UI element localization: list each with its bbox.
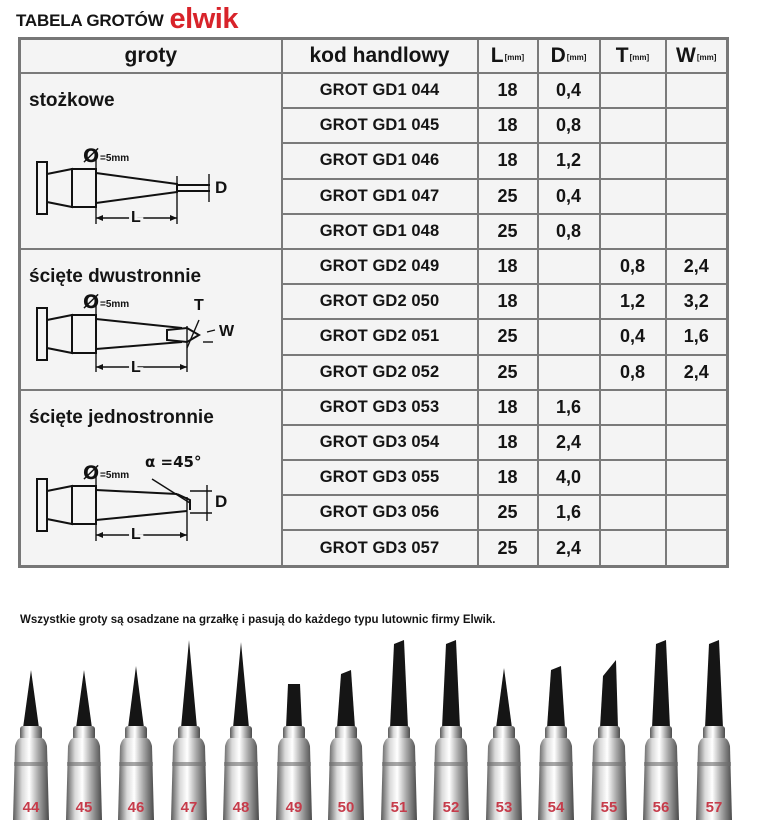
soldering-tip-photo: [7, 636, 55, 820]
cell-d: 0,8: [538, 214, 600, 249]
cell-kod: GROT GD3 055: [282, 460, 478, 495]
soldering-tip-photo: [427, 636, 475, 820]
tip-ring: [329, 762, 363, 766]
cell-l: 18: [478, 249, 538, 284]
header-d-label: D: [550, 44, 566, 67]
cell-l: 25: [478, 214, 538, 249]
tip-point: [390, 640, 408, 728]
tips-photo-strip: [0, 636, 770, 820]
group-label-conical: stożkowe: [29, 90, 115, 111]
double-bevel-diameter-value: =5mm: [100, 298, 130, 310]
cell-t: 0,8: [600, 355, 666, 390]
cell-l: 25: [478, 179, 538, 214]
tip-number-label: 46: [127, 799, 145, 816]
tip-ring: [592, 762, 626, 766]
cell-l: 18: [478, 143, 538, 178]
tip-number-label: 54: [547, 799, 565, 816]
cell-t: [600, 108, 666, 143]
header-d: [538, 39, 600, 74]
header-w-unit: [mm]: [696, 53, 717, 62]
cell-l: 18: [478, 108, 538, 143]
tip-ring: [382, 762, 416, 766]
tip-collar: [440, 726, 462, 740]
tip-ring: [277, 762, 311, 766]
cell-w: [666, 495, 728, 530]
cell-t: [600, 390, 666, 425]
cell-d: 4,0: [538, 460, 600, 495]
double-bevel-diameter-symbol: Ø: [83, 290, 100, 313]
cell-d: 0,4: [538, 73, 600, 108]
table-row: [20, 73, 728, 108]
cell-t: [600, 143, 666, 178]
cell-l: 25: [478, 530, 538, 566]
soldering-tip-photo: [690, 636, 738, 820]
cell-d: 0,8: [538, 108, 600, 143]
single-bevel-diameter-symbol: Ø: [83, 461, 100, 484]
tip-collar: [545, 726, 567, 740]
tip-collar: [178, 726, 200, 740]
tip-collar: [650, 726, 672, 740]
tips-table-wrapper: [18, 37, 729, 568]
cell-t: 0,8: [600, 249, 666, 284]
cell-d: 2,4: [538, 425, 600, 460]
tip-number-label: 51: [390, 799, 407, 816]
tip-ring: [539, 762, 573, 766]
cell-kod: GROT GD1 044: [282, 73, 478, 108]
group-label-double-bevel: ścięte dwustronnie: [29, 265, 202, 287]
cell-l: 18: [478, 73, 538, 108]
table-row: [20, 249, 728, 284]
cell-w: [666, 108, 728, 143]
single-bevel-diameter-value: =5mm: [100, 469, 130, 481]
soldering-tip-photo: [60, 636, 108, 820]
group-cell-single-bevel: [20, 390, 282, 566]
single-bevel-d-label: D: [215, 491, 228, 511]
cell-w: [666, 143, 728, 178]
cell-w: 2,4: [666, 355, 728, 390]
cell-d: 1,6: [538, 495, 600, 530]
cell-kod: GROT GD2 050: [282, 284, 478, 319]
soldering-tip-photo: [637, 636, 685, 820]
header-l: [478, 39, 538, 74]
conical-d-label: D: [215, 178, 228, 197]
footnote: Wszystkie groty są osadzane na grzałkę i pasują do każdego typu lutownic firmy Elwik.: [20, 614, 496, 626]
header-t-unit: [mm]: [629, 53, 650, 62]
cell-d: [538, 355, 600, 390]
cell-t: 1,2: [600, 284, 666, 319]
header-t-label: T: [615, 44, 629, 67]
tip-point: [652, 640, 670, 728]
header-t: [600, 39, 666, 74]
tip-collar: [493, 726, 515, 740]
cell-d: [538, 319, 600, 354]
tip-collar: [598, 726, 620, 740]
cell-l: 25: [478, 319, 538, 354]
cell-l: 25: [478, 355, 538, 390]
double-bevel-w-label: W: [219, 322, 235, 340]
table-title: [16, 4, 238, 34]
cell-kod: GROT GD3 057: [282, 530, 478, 566]
soldering-tip-photo: [165, 636, 213, 820]
header-row: [20, 39, 728, 74]
cell-d: 1,6: [538, 390, 600, 425]
tip-point: [76, 670, 92, 728]
tip-collar: [125, 726, 147, 740]
tip-number-label: 52: [442, 799, 460, 816]
tip-point: [547, 666, 565, 728]
tip-ring: [434, 762, 468, 766]
single-bevel-angle-label: α =45°: [145, 452, 202, 471]
tip-point: [23, 670, 39, 728]
cell-kod: GROT GD3 056: [282, 495, 478, 530]
cell-w: 3,2: [666, 284, 728, 319]
cell-l: 18: [478, 460, 538, 495]
table-row: [20, 390, 728, 425]
tip-collar: [388, 726, 410, 740]
tip-point: [286, 684, 302, 728]
tip-number-label: 55: [600, 799, 617, 816]
tip-point: [442, 640, 460, 728]
tip-number-label: 44: [22, 799, 40, 816]
cell-t: [600, 73, 666, 108]
cell-l: 18: [478, 284, 538, 319]
cell-w: [666, 390, 728, 425]
tip-point: [705, 640, 723, 728]
tip-number-label: 50: [337, 799, 355, 816]
group-label-single-bevel: ścięte jednostronnie: [29, 406, 214, 428]
cell-w: [666, 214, 728, 249]
tip-collar: [20, 726, 42, 740]
cell-d: 0,4: [538, 179, 600, 214]
tip-ring: [487, 762, 521, 766]
cell-t: 0,4: [600, 319, 666, 354]
cell-d: 1,2: [538, 143, 600, 178]
tip-point: [496, 668, 512, 728]
cell-l: 18: [478, 425, 538, 460]
group-cell-conical: [20, 73, 282, 249]
cell-w: [666, 425, 728, 460]
conical-l-label: L: [131, 209, 141, 226]
cell-kod: GROT GD3 054: [282, 425, 478, 460]
cell-kod: GROT GD1 046: [282, 143, 478, 178]
group-cell-double-bevel: [20, 249, 282, 390]
tip-number-label: 47: [180, 799, 197, 816]
cell-w: [666, 179, 728, 214]
cell-w: 1,6: [666, 319, 728, 354]
double-bevel-l-label: L: [131, 358, 141, 376]
tip-number-label: 45: [75, 799, 92, 816]
cell-t: [600, 530, 666, 566]
cell-d: 2,4: [538, 530, 600, 566]
tip-point: [337, 670, 355, 728]
cell-kod: GROT GD2 051: [282, 319, 478, 354]
conical-diameter-value: =5mm: [100, 153, 130, 164]
cell-t: [600, 214, 666, 249]
cell-kod: GROT GD3 053: [282, 390, 478, 425]
tip-ring: [172, 762, 206, 766]
soldering-tip-photo: [375, 636, 423, 820]
tip-number-label: 53: [495, 799, 512, 816]
cell-t: [600, 495, 666, 530]
header-d-unit: [mm]: [566, 53, 587, 62]
tip-number-label: 49: [285, 799, 302, 816]
conical-diameter-symbol: Ø: [83, 145, 100, 167]
soldering-tip-photo: [585, 636, 633, 820]
tip-number-label: 56: [652, 799, 670, 816]
tip-collar: [703, 726, 725, 740]
single-bevel-tip-diagram: [27, 431, 277, 556]
tip-collar: [335, 726, 357, 740]
cell-l: 25: [478, 495, 538, 530]
cell-t: [600, 460, 666, 495]
soldering-tip-photo: [532, 636, 580, 820]
tip-point: [128, 666, 144, 728]
cell-d: [538, 249, 600, 284]
tip-ring: [697, 762, 731, 766]
soldering-tip-photo: [322, 636, 370, 820]
title-text: TABELA GROTÓW: [16, 11, 164, 30]
tip-ring: [224, 762, 258, 766]
cell-kod: GROT GD1 045: [282, 108, 478, 143]
tip-point: [600, 660, 618, 728]
tip-ring: [119, 762, 153, 766]
header-l-label: L: [490, 44, 504, 67]
double-bevel-t-label: T: [194, 296, 204, 314]
header-kod: kod handlowy: [282, 39, 478, 74]
cell-kod: GROT GD1 048: [282, 214, 478, 249]
tip-collar: [283, 726, 305, 740]
tip-ring: [67, 762, 101, 766]
soldering-tip-photo: [112, 636, 160, 820]
single-bevel-l-label: L: [131, 525, 141, 543]
cell-t: [600, 179, 666, 214]
cell-l: 18: [478, 390, 538, 425]
tip-collar: [230, 726, 252, 740]
soldering-tip-photo: [480, 636, 528, 820]
cell-kod: GROT GD1 047: [282, 179, 478, 214]
cell-t: [600, 425, 666, 460]
tip-point: [233, 642, 249, 728]
double-bevel-tip-diagram: [27, 290, 277, 390]
tip-ring: [644, 762, 678, 766]
header-w: [666, 39, 728, 74]
tip-number-label: 48: [232, 799, 250, 816]
cell-w: [666, 73, 728, 108]
tip-point: [181, 640, 197, 728]
soldering-tip-photo: [217, 636, 265, 820]
header-w-label: W: [676, 44, 696, 67]
tip-ring: [14, 762, 48, 766]
tips-table: [18, 37, 729, 568]
tip-collar: [73, 726, 95, 740]
cell-kod: GROT GD2 049: [282, 249, 478, 284]
header-l-unit: [mm]: [504, 53, 525, 62]
brand-logo: elwik: [169, 3, 238, 35]
cell-kod: GROT GD2 052: [282, 355, 478, 390]
tip-number-label: 57: [705, 799, 722, 816]
header-groty: groty: [20, 39, 282, 74]
cell-w: [666, 460, 728, 495]
conical-tip-diagram: [27, 114, 277, 239]
soldering-tip-photo: [270, 636, 318, 820]
cell-w: 2,4: [666, 249, 728, 284]
cell-d: [538, 284, 600, 319]
cell-w: [666, 530, 728, 566]
